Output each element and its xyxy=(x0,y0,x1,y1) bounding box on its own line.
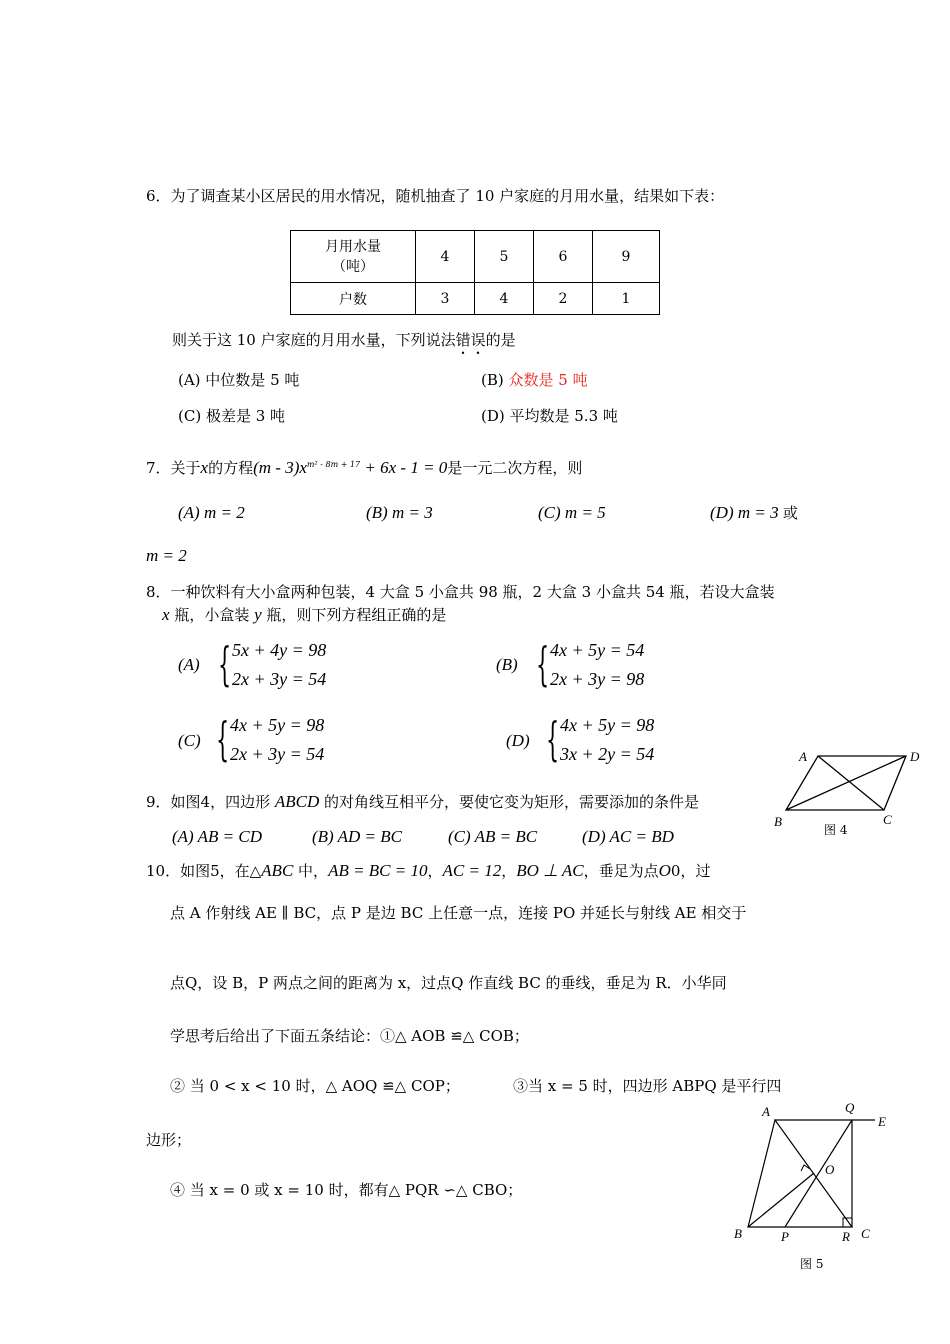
q10-conclusion-2: ② 当 0 < x < 10 时，△ AOQ ≌△ COP； xyxy=(170,1077,460,1095)
figure-caption: 图 5 xyxy=(800,1257,824,1271)
equation-line: 5x + 4y = 98 xyxy=(232,640,327,660)
equation-line: 4x + 5y = 98 xyxy=(230,715,325,735)
q6-option-b xyxy=(481,370,588,390)
point-label-o: O xyxy=(825,1162,835,1177)
point-label-r: R xyxy=(842,1229,850,1244)
equation-line: 2x + 3y = 54 xyxy=(230,744,325,764)
q6-option-b-text: 众数是 5 吨 xyxy=(508,371,588,389)
q10-separator: ， xyxy=(427,862,443,880)
q10-conclusion-4: ④ 当 x = 0 或 x = 10 时，都有△ PQR ∽△ CBO； xyxy=(170,1181,523,1199)
q6-option-a: (A) 中位数是 5 吨 xyxy=(178,371,300,389)
equation-line: 2x + 3y = 54 xyxy=(232,669,327,689)
q10-line1-post: ，垂足为点 xyxy=(583,862,659,880)
q7-option-d-continued: m = 2 xyxy=(146,546,187,565)
q9-stem-post: 的对角线互相平分，要使它变为矩形，需要添加的条件是 xyxy=(319,793,700,811)
equation-line: 4x + 5y = 98 xyxy=(560,715,655,735)
q6-question-pre: 则关于这 10 户家庭的月用水量，下列说法 xyxy=(172,331,456,349)
vertex-label-d: D xyxy=(910,749,920,764)
brace-icon: { xyxy=(218,637,232,691)
q8-stem-line2 xyxy=(162,605,446,625)
point-label-e: E xyxy=(878,1114,886,1129)
q10-conclusion-3: ③当 x = 5 时，四边形 ABPQ 是平行四 xyxy=(513,1077,782,1095)
equation-line: 4x + 5y = 54 xyxy=(550,640,645,660)
q8-option-b-label: (B) xyxy=(496,655,518,674)
q10-line1-pre: 10．如图5，在△ xyxy=(146,862,262,880)
q9-stem-var: ABCD xyxy=(274,792,320,811)
table-label-unit: （吨） xyxy=(332,258,374,275)
point-label-q: Q xyxy=(845,1100,855,1115)
q6-option-d: (D) 平均数是 5.3 吨 xyxy=(481,407,618,425)
q10-line3: 点Q，设 B，P 两点之间的距离为 x，过点Q 作直线 BC 的垂线，垂足为 R．小华同 xyxy=(170,974,727,992)
equation-line: 3x + 2y = 54 xyxy=(560,744,655,764)
table-cell: 4 xyxy=(475,283,534,315)
q7-var-x: x xyxy=(200,458,209,477)
q8-var-y: y xyxy=(254,605,262,624)
vertex-label-c: C xyxy=(883,812,892,827)
q10-condition-1: AB = BC = 10 xyxy=(328,861,428,880)
q7-stem xyxy=(146,455,582,478)
vertex-label-c: C xyxy=(861,1226,870,1241)
q9-option-c: (C) AB = BC xyxy=(448,827,538,846)
figure-5-triangle xyxy=(728,1096,898,1278)
q8-option-c-label: (C) xyxy=(178,731,201,750)
water-usage-table xyxy=(290,230,660,315)
q9-stem-pre: 9．如图4，四边形 xyxy=(146,793,275,811)
q8-stem-post: 瓶，则下列方程组正确的是 xyxy=(261,606,447,624)
vertex-label-a: A xyxy=(762,1104,770,1119)
q9-option-b: (B) AD = BC xyxy=(312,827,403,846)
line-pq xyxy=(785,1120,852,1227)
q10-line1-mid: 中， xyxy=(293,862,329,880)
table-cell: 9 xyxy=(593,231,660,283)
q9-option-a: (A) AB = CD xyxy=(172,827,263,846)
table-cell: 1 xyxy=(593,283,660,315)
brace-icon: { xyxy=(216,712,230,766)
q8-var-x: x xyxy=(162,605,170,624)
point-label-p: P xyxy=(781,1229,789,1244)
q7-option-b: (B) m = 3 xyxy=(366,503,433,522)
triangle-abc xyxy=(748,1120,852,1227)
q8-option-d-label: (D) xyxy=(506,731,530,750)
q8-stem-line1: 8．一种饮料有大小盒两种包装，4 大盒 5 小盒共 98 瓶，2 大盒 3 小盒共 54 瓶，若设大盒装 xyxy=(146,583,775,601)
q8-stem-mid: 瓶，小盒装 xyxy=(169,606,255,624)
vertex-label-b: B xyxy=(734,1226,742,1241)
table-cell: 6 xyxy=(534,231,593,283)
q7-stem-mid: 的方程 xyxy=(208,459,254,477)
q7-option-d-eq: (D) m = 3 xyxy=(710,503,783,522)
table-cell: 5 xyxy=(475,231,534,283)
q10-condition-2: AC = 12 xyxy=(442,861,502,880)
figure-4-parallelogram xyxy=(766,744,936,844)
q10-line1 xyxy=(146,861,710,881)
q7-equation-exponent: m² - 8m + 17 xyxy=(306,460,361,469)
figure-caption: 图 4 xyxy=(824,823,848,837)
q8-option-a-label: (A) xyxy=(178,655,200,674)
table-label: 月用水量 xyxy=(325,238,381,255)
q7-option-c: (C) m = 5 xyxy=(538,503,606,522)
q9-stem xyxy=(146,792,699,812)
q10-line2: 点 A 作射线 AE ∥ BC，点 P 是边 BC 上任意一点，连接 PO 并延长与射线 AE 相交于 xyxy=(170,904,747,922)
q10-separator: ， xyxy=(501,862,517,880)
q6-stem: 6．为了调查某小区居民的用水情况，随机抽查了 10 户家庭的月用水量，结果如下表： xyxy=(146,187,725,205)
table-cell: 3 xyxy=(416,283,475,315)
equation-line: 2x + 3y = 98 xyxy=(550,669,645,689)
q7-equation-base: (m - 3)x xyxy=(253,458,307,477)
q10-condition-3: BO ⊥ AC xyxy=(516,861,584,880)
q7-stem-pre: 7．关于 xyxy=(146,459,201,477)
q6-question-post: 的是 xyxy=(485,331,516,349)
table-header-cell: 户数 xyxy=(291,283,416,315)
q6-option-b-label: (B) xyxy=(481,371,509,389)
q7-option-d xyxy=(710,503,798,523)
line-bo xyxy=(748,1173,814,1227)
q7-stem-post: 是一元二次方程，则 xyxy=(447,459,583,477)
q6-option-c: (C) 极差是 3 吨 xyxy=(178,407,286,425)
table-header-cell xyxy=(291,231,416,283)
q10-triangle-name: ABC xyxy=(261,861,294,880)
table-cell: 4 xyxy=(416,231,475,283)
q6-question xyxy=(172,330,516,358)
q6-question-emphasis: 错误 xyxy=(455,331,486,349)
q9-option-d: (D) AC = BD xyxy=(582,827,674,846)
vertex-label-a: A xyxy=(799,749,807,764)
q10-line4: 学思考后给出了下面五条结论：①△ AOB ≌△ COB； xyxy=(170,1027,529,1045)
q10-point-o: O xyxy=(658,861,671,880)
table-cell: 2 xyxy=(534,283,593,315)
diagonal-ac xyxy=(818,756,884,810)
vertex-label-b: B xyxy=(774,814,782,829)
q7-equation-tail: + 6x - 1 = 0 xyxy=(360,458,448,477)
brace-icon: { xyxy=(536,637,550,691)
brace-icon: { xyxy=(546,712,560,766)
q10-line6: 边形； xyxy=(146,1131,192,1149)
q10-line1-tail: 0，过 xyxy=(670,862,711,880)
q7-option-d-or: 或 xyxy=(782,504,798,522)
q7-option-a: (A) m = 2 xyxy=(178,503,245,522)
